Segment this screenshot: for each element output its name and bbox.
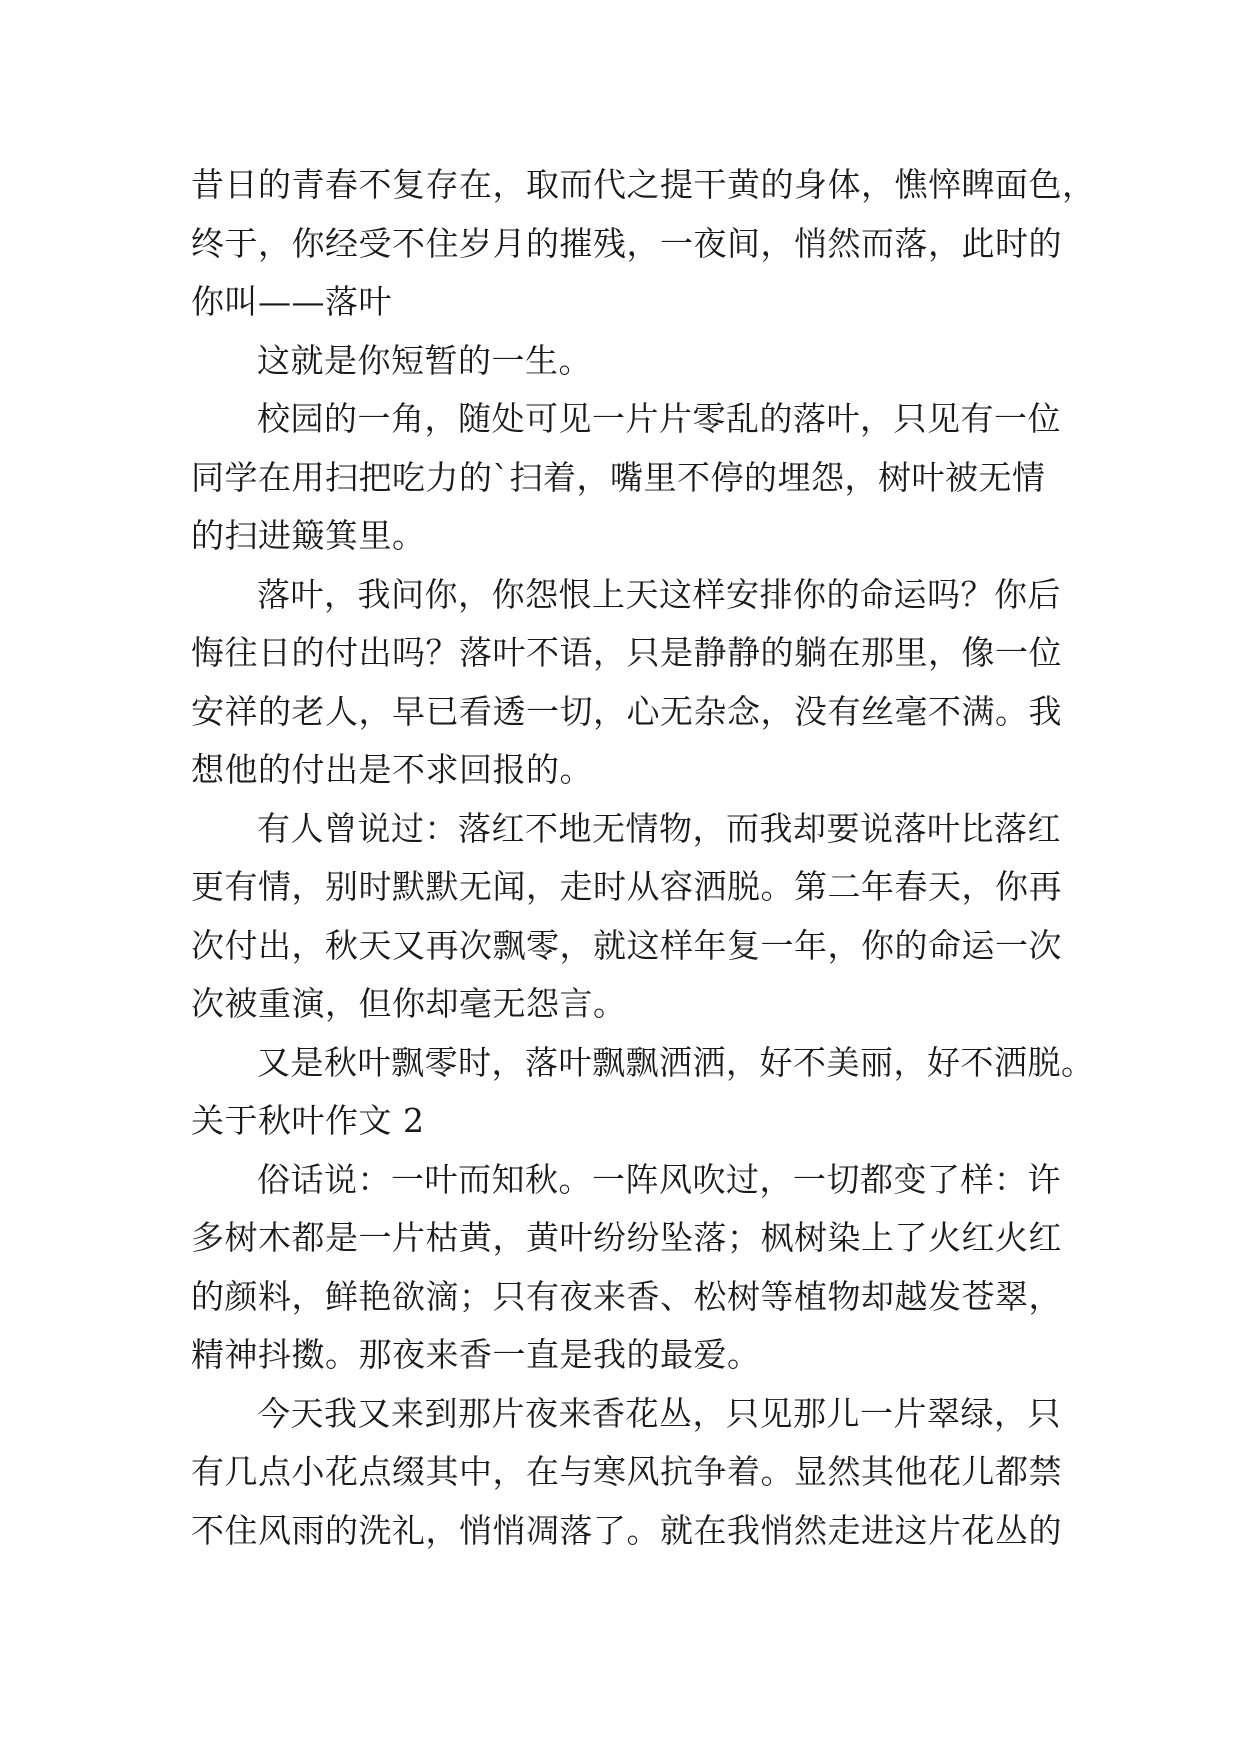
section-heading: 关于秋叶作文 2 — [191, 1101, 425, 1140]
document-body — [191, 156, 1096, 1560]
text-line-9: 悔往日的付出吗？落叶不语，只是静静的躺在那里，像一位 — [191, 633, 1062, 672]
text-line-6: 同学在用扫把吃力的`扫着，嘴里不停的埋怨，树叶被无情 — [191, 457, 1046, 497]
text-line-21: 精神抖擞。那夜来香一直是我的最爱。 — [191, 1335, 761, 1374]
text-line-11: 想他的付出是不求回报的。 — [191, 750, 593, 789]
text-line-16: 又是秋叶飘零时，落叶飘飘洒洒，好不美丽，好不洒脱。 — [257, 1042, 1095, 1082]
text-line-24: 不住风雨的洗礼，悄悄凋落了。就在我悄然走进这片花丛的 — [191, 1510, 1062, 1550]
text-line-10: 安祥的老人，早已看透一切，心无杂念，没有丝毫不满。我 — [191, 691, 1062, 731]
text-line-5: 校园的一角，随处可见一片片零乱的落叶，只见有一位 — [257, 399, 1061, 438]
text-line-13: 更有情，别时默默无闻，走时从容洒脱。第二年春天，你再 — [191, 867, 1062, 906]
text-line-18: 俗话说：一叶而知秋。一阵风吹过，一切都变了样：许 — [257, 1159, 1061, 1199]
text-line-20: 的颜料，鲜艳欲滴；只有夜来香、松树等植物却越发苍翠， — [191, 1276, 1062, 1316]
text-line-4: 这就是你短暂的一生。 — [257, 340, 592, 380]
text-line-12: 有人曾说过：落红不地无情物，而我却要说落叶比落红 — [257, 808, 1061, 848]
text-line-7: 的扫进簸箕里。 — [191, 516, 426, 555]
text-line-2: 终于，你经受不住岁月的摧残，一夜间，悄然而落，此时的 — [191, 223, 1062, 263]
text-line-1: 昔日的青春不复存在，取而代之提干黄的身体，憔悴睥面色， — [191, 165, 1096, 204]
text-line-19: 多树木都是一片枯黄，黄叶纷纷坠落；枫树染上了火红火红 — [191, 1218, 1062, 1257]
text-line-3: 你叫——落叶 — [191, 282, 392, 321]
text-line-22: 今天我又来到那片夜来香花丛，只见那儿一片翠绿，只 — [257, 1393, 1061, 1433]
text-line-14: 次付出，秋天又再次飘零，就这样年复一年，你的命运一次 — [191, 925, 1062, 965]
text-line-15: 次被重演，但你却毫无怨言。 — [191, 984, 627, 1023]
text-line-8: 落叶，我问你，你怨恨上天这样安排你的命运吗？你后 — [257, 574, 1061, 614]
text-line-23: 有几点小花点缀其中，在与寒风抗争着。显然其他花儿都禁 — [191, 1452, 1062, 1491]
